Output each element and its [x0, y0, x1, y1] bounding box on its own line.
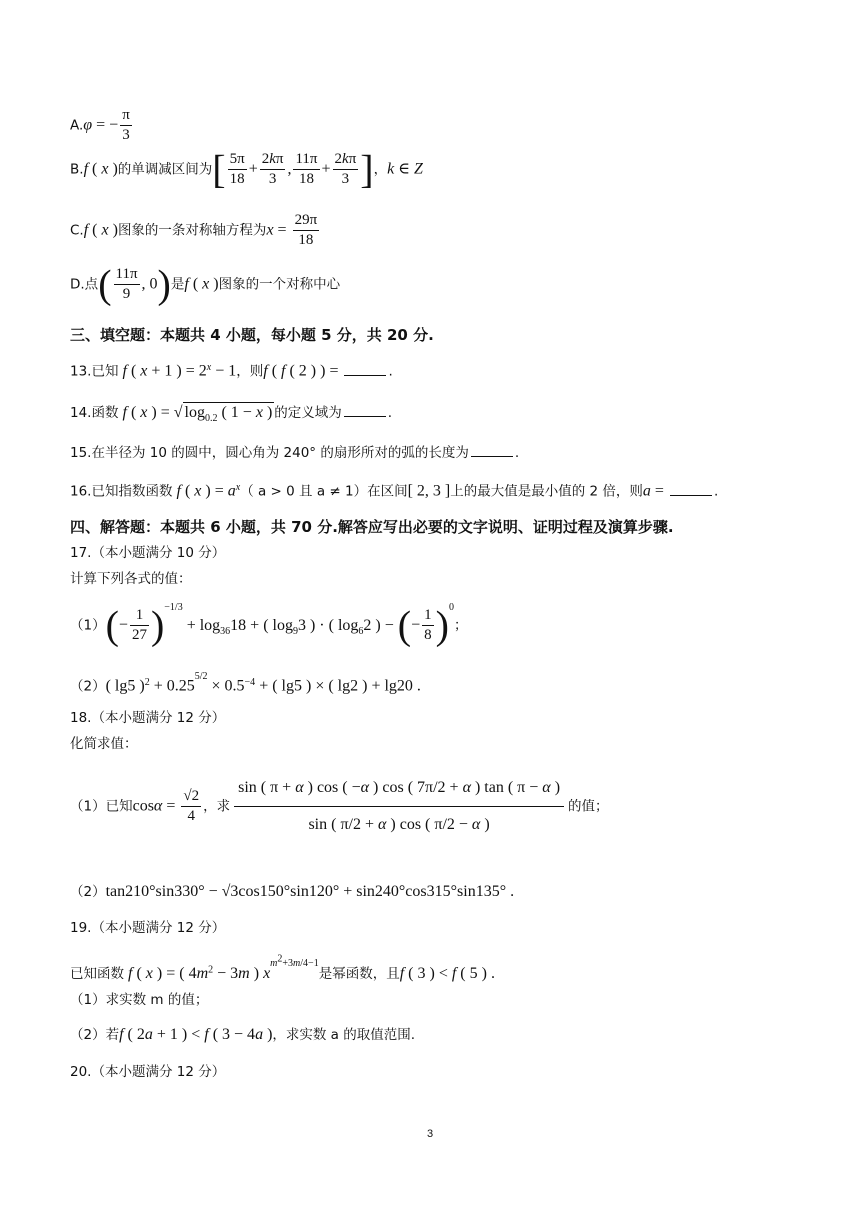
- question-14: 14.函数 f ( x ) = √ $\log_{0.2}$ ( 1 − x ) 的定义域为 .: [70, 402, 392, 429]
- option-c-text: 图象的一条对称轴方程为: [117, 222, 267, 239]
- period: .: [713, 483, 719, 500]
- option-d-text: 是: [170, 276, 185, 293]
- q19-stem: 已知函数 f ( x ) = ( $4m^2 - 3m$ ) $x^{m^2+3m/4-1}$是幂函数，且f ( 3 ) < f ( 5 ) .: [70, 954, 495, 982]
- option-c: C.f ( x )图象的一条对称轴方程为x = $\frac{29\pi}{18}$: [70, 212, 318, 248]
- q18-instr: 化简求值：: [70, 736, 138, 752]
- section3-heading: 三、填空题：本题共 4 小题，每小题 5 分，共 20 分.: [70, 326, 434, 344]
- answer-blank[interactable]: [471, 442, 513, 457]
- q19-part2-prefix: （2）若: [70, 1027, 120, 1043]
- q19-part2: （2）若f ( 2a + 1 ) < f ( 3 − 4a )，求实数 a 的取值范围.: [70, 1026, 416, 1043]
- answer-blank[interactable]: [344, 361, 386, 376]
- option-a: A.φ = − $\frac{\pi}{3}$: [70, 107, 130, 143]
- q18-part1-mid: ，求: [203, 798, 231, 815]
- q13-mid: ，则: [236, 363, 264, 380]
- q17-part2: （2）( lg5 )$^2 + 0.25^{5/2} \times 0.5^{-4}$ + ( lg5 ) × ( lg2 ) + lg20 .: [70, 671, 421, 695]
- period: .: [388, 363, 393, 380]
- answer-blank[interactable]: [344, 402, 386, 417]
- q14-tail: 的定义域为: [274, 405, 342, 421]
- fraction: $\frac{\pi}{3}$: [122, 107, 130, 143]
- question-13: 13.已知 f ( x + 1 ) = $2^x - 1$，则f ( f ( 2 ) ) = .: [70, 362, 393, 380]
- q13-prefix: 13.已知: [70, 363, 119, 380]
- q20-title: 20.（本小题满分 12 分）: [70, 1064, 226, 1080]
- q19-title: 19.（本小题满分 12 分）: [70, 920, 226, 936]
- q19-part1: （1）求实数 m 的值；: [70, 992, 209, 1008]
- option-d-label: D.点: [70, 276, 99, 293]
- q14-prefix: 14.函数: [70, 405, 119, 421]
- q19-part2-tail: ，求实数 a 的取值范围.: [272, 1027, 416, 1043]
- option-c-label: C.: [70, 222, 84, 239]
- page-number: 3: [426, 1128, 434, 1140]
- q17-part1-label: （1）: [70, 617, 106, 634]
- q15-text: 15.在半径为 10 的圆中，圆心角为 240° 的扇形所对的弧的长度为: [70, 445, 469, 461]
- answer-blank[interactable]: [670, 481, 712, 496]
- q17-title: 17.（本小题满分 10 分）: [70, 545, 226, 561]
- q18-part2: （2）tan210°sin330° − √3cos150°sin120° + sin240°cos315°sin135° .: [70, 883, 515, 900]
- q19-mid: 是幂函数，且: [318, 965, 400, 982]
- q16-tail: 上的最大值是最小值的 2 倍，则: [450, 483, 643, 500]
- question-15: [70, 442, 519, 463]
- q18-part1-tail: 的值；: [568, 798, 609, 815]
- option-b: B.f ( x )的单调减区间为[ $\frac{5\pi}{18}$ + $\frac{2k\pi}{3}$ , $\frac{11\pi}{18}$ + $\frac{2k\pi}{3}$ ]，k ∈ Z: [70, 146, 423, 192]
- big-fraction: $\frac{\sin ( \pi + \alpha ) \cos ( -\alpha ) \cos ( 7\pi/2 + \alpha ) \tan ( \pi - \alpha )}{\sin ( \pi/2 + \alpha ) \cos ( \pi/2 - \alpha )}$: [234, 770, 564, 843]
- option-b-text: 的单调减区间为: [117, 161, 213, 178]
- question-16: 16.已知指数函数 f ( x ) = $a^x$（ a > 0 且 a ≠ 1）在区间[ 2, 3 ]上的最大值是最小值的 2 倍，则a = .: [70, 482, 719, 500]
- section4-heading: 四、解答题：本题共 6 小题，共 70 分.解答应写出必要的文字说明、证明过程及演算步骤.: [70, 518, 674, 536]
- q17-instr: 计算下列各式的值：: [70, 571, 192, 587]
- q16-cond: （ a > 0 且 a ≠ 1）在区间: [240, 483, 408, 500]
- q18-part1-prefix: （1）已知: [70, 798, 133, 815]
- q18-title: 18.（本小题满分 12 分）: [70, 710, 226, 726]
- option-a-formula: φ: [83, 116, 93, 134]
- q18-part1: （1）已知cosα = $\frac{√2}{4}$ ，求 $\frac{\sin ( \pi + \alpha ) \cos ( -\alpha ) \cos ( 7\pi/2 + \alpha ) \tan ( \pi - \alpha )}{\sin ( \pi/2 + \alpha ) \cos ( \pi/2 - \alpha )}$ 的值；: [70, 770, 609, 843]
- option-d-tail: 图象的一个对称中心: [218, 276, 341, 293]
- q19-prefix: 已知函数: [70, 965, 124, 982]
- option-d: D.点( $\frac{11\pi}{9}$ , 0)是f ( x )图象的一个对称中心: [70, 261, 341, 307]
- q17-part2-label: （2）: [70, 678, 106, 695]
- q18-part2-label: （2）: [70, 884, 106, 900]
- period: .: [387, 405, 393, 421]
- option-a-label: A.: [70, 117, 84, 134]
- period: .: [514, 445, 520, 461]
- option-b-tail: k ∈ Z: [387, 160, 423, 178]
- option-b-label: B.: [70, 161, 84, 178]
- q17-part1: （1）(− $\frac{1}{27}$ )$^{-1/3} + \log_{36}18$ + ( $\log_93$ ) · ( $\log_62$ ) − (− $\frac{1}{8}$ )$^0$；: [70, 601, 468, 648]
- q16-prefix: 16.已知指数函数: [70, 483, 173, 500]
